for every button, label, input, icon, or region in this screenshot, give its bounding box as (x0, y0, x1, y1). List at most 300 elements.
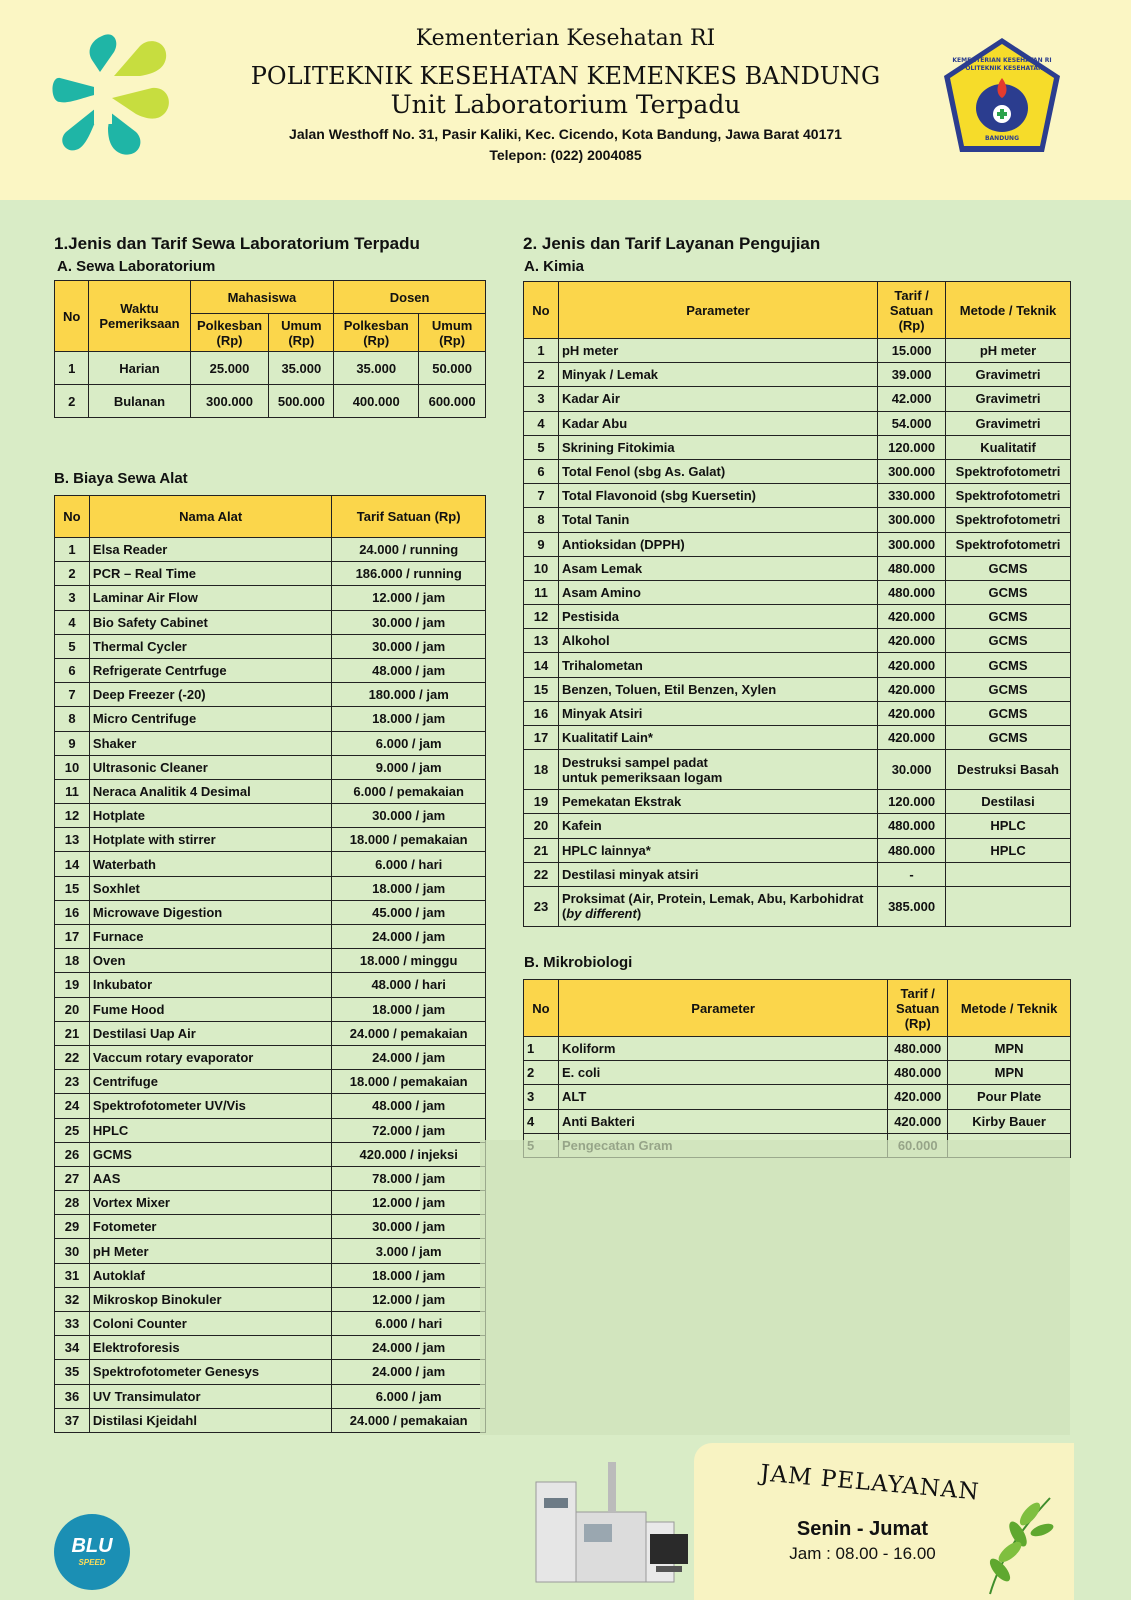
svg-text:BANDUNG: BANDUNG (984, 135, 1020, 142)
row-tarif: 180.000 / jam (332, 683, 486, 707)
row-metode: Destilasi (946, 790, 1071, 814)
row-no: 2 (524, 363, 559, 387)
table-row (55, 973, 486, 997)
table-row (524, 484, 1071, 508)
row-tarif: 300.000 (878, 459, 946, 483)
col-parameter: Parameter (558, 980, 887, 1037)
table-row (524, 862, 1071, 886)
row-tarif: 9.000 / jam (332, 755, 486, 779)
address: Jalan Westhoff No. 31, Pasir Kaliki, Kec. Cicendo, Kota Bandung, Jawa Barat 40171 (289, 126, 842, 142)
table-row (524, 532, 1071, 556)
col-m-umum: Umum (Rp) (269, 314, 334, 352)
row-metode: HPLC (946, 814, 1071, 838)
row-no: 2 (55, 562, 90, 586)
row-no: 7 (55, 683, 90, 707)
row-no: 5 (55, 634, 90, 658)
row-metode (946, 862, 1071, 886)
row-tarif: 420.000 (888, 1085, 948, 1109)
blu-logo-subtext: SPEED (78, 1558, 106, 1567)
table-row (55, 634, 486, 658)
row-m-polkesban: 300.000 (190, 385, 269, 418)
row-parameter (558, 484, 877, 508)
row-parameter (558, 363, 877, 387)
table-row (55, 876, 486, 900)
parameter-line-1: Minyak Atsiri (561, 705, 643, 721)
table-row (524, 838, 1071, 862)
table-row (55, 1021, 486, 1045)
table-row (524, 750, 1071, 790)
row-no: 9 (524, 532, 559, 556)
col-metode: Metode / Teknik (948, 980, 1071, 1037)
lab-rental-table (54, 280, 486, 418)
col-waktu: Waktu Pemeriksaan (89, 281, 190, 352)
parameter-line-1: Asam Amino (561, 584, 641, 600)
row-no: 16 (55, 900, 90, 924)
row-tarif: 18.000 / pemakaian (332, 1070, 486, 1094)
col-no: No (55, 496, 90, 538)
phone: Telepon: (022) 2004085 (489, 147, 642, 163)
row-tarif: 420.000 (878, 677, 946, 701)
table-row (55, 900, 486, 924)
table-row (524, 508, 1071, 532)
chemistry-title: A. Kimia (524, 258, 585, 275)
row-nama-alat: Centrifuge (89, 1070, 331, 1094)
table-row (55, 1142, 486, 1166)
table-row (524, 1037, 1071, 1061)
row-no: 6 (524, 459, 559, 483)
row-tarif: 39.000 (878, 363, 946, 387)
row-tarif: 15.000 (878, 339, 946, 363)
row-nama-alat: AAS (89, 1166, 331, 1190)
blu-logo-text: BLU (71, 1535, 113, 1557)
table-row (524, 363, 1071, 387)
row-parameter (558, 339, 877, 363)
row-parameter (558, 862, 877, 886)
col-nama-alat: Nama Alat (89, 496, 331, 538)
row-tarif: 18.000 / jam (332, 707, 486, 731)
row-nama-alat: Ultrasonic Cleaner (89, 755, 331, 779)
row-nama-alat: Hotplate with stirrer (89, 828, 331, 852)
row-no: 15 (524, 677, 559, 701)
row-metode: pH meter (946, 339, 1071, 363)
ministry-title: Kementerian Kesehatan RI (415, 26, 716, 51)
row-tarif: 480.000 (878, 556, 946, 580)
table-row (524, 459, 1071, 483)
row-no: 8 (55, 707, 90, 731)
row-tarif: 480.000 (878, 814, 946, 838)
row-nama-alat: Soxhlet (89, 876, 331, 900)
row-metode: GCMS (946, 556, 1071, 580)
row-no: 7 (524, 484, 559, 508)
table-row (55, 1384, 486, 1408)
header-wave (0, 170, 1131, 210)
table-row (55, 586, 486, 610)
table-row (524, 387, 1071, 411)
row-no: 11 (524, 580, 559, 604)
parameter-line-1: Total Tanin (561, 512, 630, 528)
row-nama-alat: Fotometer (89, 1215, 331, 1239)
parameter-line-2 (562, 906, 877, 921)
row-tarif: 30.000 / jam (332, 1215, 486, 1239)
row-nama-alat: Microwave Digestion (89, 900, 331, 924)
row-m-umum: 500.000 (269, 385, 334, 418)
row-tarif: 48.000 / hari (332, 973, 486, 997)
row-no: 14 (55, 852, 90, 876)
row-tarif: 186.000 / running (332, 562, 486, 586)
col-dosen: Dosen (334, 281, 486, 314)
table-row (524, 726, 1071, 750)
row-tarif: 18.000 / jam (332, 997, 486, 1021)
row-waktu: Harian (89, 352, 190, 385)
row-parameter (558, 629, 877, 653)
row-nama-alat: Deep Freezer (-20) (89, 683, 331, 707)
row-metode: GCMS (946, 629, 1071, 653)
row-no: 17 (524, 726, 559, 750)
institution-title: POLITEKNIK KESEHATAN KEMENKES BANDUNG (250, 62, 881, 90)
table-row (524, 701, 1071, 725)
row-tarif: 24.000 / jam (332, 1360, 486, 1384)
row-tarif: 12.000 / jam (332, 1287, 486, 1311)
row-nama-alat: Mikroskop Binokuler (89, 1287, 331, 1311)
row-metode: GCMS (946, 726, 1071, 750)
row-parameter (558, 838, 877, 862)
row-tarif: 420.000 (878, 653, 946, 677)
row-no: 23 (524, 886, 559, 926)
row-tarif: 18.000 / minggu (332, 949, 486, 973)
row-no: 28 (55, 1191, 90, 1215)
row-nama-alat: Micro Centrifuge (89, 707, 331, 731)
row-metode: MPN (948, 1037, 1071, 1061)
svg-text:KEMENTERIAN KESEHATAN RI: KEMENTERIAN KESEHATAN RI (952, 57, 1052, 64)
table-row (524, 886, 1071, 926)
row-waktu: Bulanan (89, 385, 190, 418)
row-no: 20 (524, 814, 559, 838)
unit-title: Unit Laboratorium Terpadu (390, 90, 741, 119)
table-row (55, 683, 486, 707)
row-metode: Spektrofotometri (946, 484, 1071, 508)
row-tarif: 120.000 (878, 435, 946, 459)
chemistry-table (523, 281, 1071, 927)
row-tarif: 12.000 / jam (332, 1191, 486, 1215)
row-tarif: 30.000 / jam (332, 804, 486, 828)
row-no: 35 (55, 1360, 90, 1384)
table-row (55, 1360, 486, 1384)
row-parameter (558, 435, 877, 459)
row-no: 24 (55, 1094, 90, 1118)
table-row (55, 755, 486, 779)
row-nama-alat: Laminar Air Flow (89, 586, 331, 610)
row-m-polkesban: 25.000 (190, 352, 269, 385)
row-no: 3 (55, 586, 90, 610)
row-nama-alat: Spektrofotometer Genesys (89, 1360, 331, 1384)
row-parameter (558, 605, 877, 629)
row-no: 27 (55, 1166, 90, 1190)
row-tarif: 300.000 (878, 532, 946, 556)
row-d-polkesban: 35.000 (334, 352, 419, 385)
table-row (55, 731, 486, 755)
table-row (524, 580, 1071, 604)
col-d-umum: Umum (Rp) (419, 314, 486, 352)
parameter-line-1: HPLC lainnya* (561, 842, 651, 858)
row-tarif: 120.000 (878, 790, 946, 814)
table-row (55, 385, 486, 418)
table-row (55, 1191, 486, 1215)
row-no: 4 (524, 411, 559, 435)
row-tarif: 30.000 (878, 750, 946, 790)
row-tarif: 18.000 / pemakaian (332, 828, 486, 852)
row-tarif: 300.000 (878, 508, 946, 532)
row-tarif: 6.000 / hari (332, 1312, 486, 1336)
row-tarif: 480.000 (888, 1061, 948, 1085)
row-tarif: 24.000 / jam (332, 925, 486, 949)
row-no: 13 (55, 828, 90, 852)
row-nama-alat: UV Transimulator (89, 1384, 331, 1408)
row-d-umum: 50.000 (419, 352, 486, 385)
row-metode (946, 886, 1071, 926)
row-metode: Spektrofotometri (946, 459, 1071, 483)
row-no: 1 (524, 1037, 559, 1061)
parameter-line-1: Kadar Air (561, 391, 620, 407)
col-tarif: Tarif / Satuan (Rp) (878, 282, 946, 339)
row-no: 4 (524, 1109, 559, 1133)
row-nama-alat: Vaccum rotary evaporator (89, 1045, 331, 1069)
row-d-umum: 600.000 (419, 385, 486, 418)
table-row (524, 556, 1071, 580)
row-tarif: 420.000 (878, 726, 946, 750)
row-parameter: Anti Bakteri (558, 1109, 887, 1133)
row-metode: Kualitatif (946, 435, 1071, 459)
row-nama-alat: Oven (89, 949, 331, 973)
row-tarif: 480.000 (878, 838, 946, 862)
microbiology-table (523, 979, 1071, 1158)
row-tarif: 24.000 / running (332, 538, 486, 562)
table-row (524, 1061, 1071, 1085)
row-parameter: ALT (558, 1085, 887, 1109)
row-metode: GCMS (946, 605, 1071, 629)
row-tarif: 480.000 (878, 580, 946, 604)
row-parameter (558, 508, 877, 532)
row-no: 6 (55, 658, 90, 682)
row-metode: GCMS (946, 653, 1071, 677)
section-2-title: 2. Jenis dan Tarif Layanan Pengujian (523, 234, 821, 253)
table-row (55, 925, 486, 949)
table-row (524, 1085, 1071, 1109)
row-tarif: 420.000 / injeksi (332, 1142, 486, 1166)
row-no: 33 (55, 1312, 90, 1336)
row-parameter (558, 701, 877, 725)
col-no: No (524, 980, 559, 1037)
row-nama-alat: Coloni Counter (89, 1312, 331, 1336)
row-tarif: 420.000 (878, 629, 946, 653)
row-no: 22 (524, 862, 559, 886)
row-no: 31 (55, 1263, 90, 1287)
row-no: 12 (55, 804, 90, 828)
parameter-line-1: Alkohol (561, 633, 610, 649)
table-row (524, 605, 1071, 629)
parameter-line-1: Benzen, Toluen, Etil Benzen, Xylen (561, 681, 777, 697)
parameter-line-1: Skrining Fitokimia (561, 439, 675, 455)
table-row (55, 1166, 486, 1190)
row-metode: Kirby Bauer (948, 1109, 1071, 1133)
row-no: 22 (55, 1045, 90, 1069)
paren-open: ( (561, 906, 567, 922)
row-no: 21 (55, 1021, 90, 1045)
row-parameter (558, 814, 877, 838)
row-metode: GCMS (946, 580, 1071, 604)
row-tarif: 385.000 (878, 886, 946, 926)
parameter-line-1: Total Fenol (sbg As. Galat) (561, 464, 726, 480)
parameter-line-1: Trihalometan (561, 657, 643, 673)
row-tarif: 420.000 (878, 605, 946, 629)
gcms-instrument-image (530, 1442, 690, 1592)
row-parameter (558, 726, 877, 750)
leaf-decoration (970, 1490, 1060, 1595)
building-photo-background (480, 1140, 1070, 1435)
microbiology-title: B. Mikrobiologi (524, 954, 633, 971)
row-no: 10 (55, 755, 90, 779)
col-tarif-satuan: Tarif Satuan (Rp) (332, 496, 486, 538)
table-row (524, 1109, 1071, 1133)
row-tarif: 330.000 (878, 484, 946, 508)
table-row (55, 538, 486, 562)
row-no: 32 (55, 1287, 90, 1311)
row-parameter (558, 556, 877, 580)
row-no: 23 (55, 1070, 90, 1094)
row-tarif: 30.000 / jam (332, 634, 486, 658)
row-no: 1 (55, 538, 90, 562)
row-nama-alat: Fume Hood (89, 997, 331, 1021)
table-row (524, 629, 1071, 653)
row-tarif: 6.000 / pemakaian (332, 779, 486, 803)
col-metode: Metode / Teknik (946, 282, 1071, 339)
row-no: 34 (55, 1336, 90, 1360)
table-row (55, 1312, 486, 1336)
table-row (55, 1045, 486, 1069)
row-parameter (558, 790, 877, 814)
row-metode: Gravimetri (946, 363, 1071, 387)
table-row (55, 997, 486, 1021)
tool-rental-table (54, 495, 486, 1433)
row-metode: Spektrofotometri (946, 532, 1071, 556)
row-metode: MPN (948, 1061, 1071, 1085)
row-nama-alat: Vortex Mixer (89, 1191, 331, 1215)
row-tarif: 45.000 / jam (332, 900, 486, 924)
row-tarif: 24.000 / jam (332, 1045, 486, 1069)
row-parameter (558, 886, 877, 926)
parameter-line-1: Total Flavonoid (sbg Kuersetin) (561, 488, 756, 504)
row-tarif: 480.000 (888, 1037, 948, 1061)
row-no: 2 (524, 1061, 559, 1085)
chemistry-rows (524, 339, 1071, 927)
table-row (55, 352, 486, 385)
parameter-line-1: Kadar Abu (561, 415, 628, 431)
row-tarif: 3.000 / jam (332, 1239, 486, 1263)
parameter-line-2: untuk pemeriksaan logam (561, 769, 723, 785)
row-no: 36 (55, 1384, 90, 1408)
parameter-line-1: Kafein (561, 818, 602, 834)
row-no: 1 (55, 352, 89, 385)
row-metode: Gravimetri (946, 387, 1071, 411)
service-hours: Jam : 08.00 - 16.00 (789, 1544, 936, 1563)
row-no: 9 (55, 731, 90, 755)
row-tarif: 24.000 / pemakaian (332, 1021, 486, 1045)
table-row (55, 828, 486, 852)
col-d-polkesban: Polkesban (Rp) (334, 314, 419, 352)
row-nama-alat: Neraca Analitik 4 Desimal (89, 779, 331, 803)
row-no: 3 (524, 1085, 559, 1109)
row-nama-alat: Elsa Reader (89, 538, 331, 562)
row-nama-alat: Spektrofotometer UV/Vis (89, 1094, 331, 1118)
table-row (524, 339, 1071, 363)
row-parameter: E. coli (558, 1061, 887, 1085)
parameter-line-1: Kualitatif Lain* (561, 730, 653, 746)
row-no: 8 (524, 508, 559, 532)
row-parameter (558, 653, 877, 677)
row-m-umum: 35.000 (269, 352, 334, 385)
row-metode: GCMS (946, 701, 1071, 725)
parameter-line-1: Proksimat (Air, Protein, Lemak, Abu, Karbohidrat (561, 891, 864, 907)
table-row (55, 1263, 486, 1287)
row-tarif: 6.000 / jam (332, 731, 486, 755)
row-parameter (558, 677, 877, 701)
lab-rental-title: A. Sewa Laboratorium (57, 258, 216, 275)
table-row (55, 779, 486, 803)
table-row (55, 707, 486, 731)
row-metode: Gravimetri (946, 411, 1071, 435)
row-tarif: 48.000 / jam (332, 1094, 486, 1118)
row-no: 19 (524, 790, 559, 814)
row-no: 1 (524, 339, 559, 363)
row-parameter (558, 387, 877, 411)
row-tarif: 54.000 (878, 411, 946, 435)
row-no: 15 (55, 876, 90, 900)
row-no: 20 (55, 997, 90, 1021)
row-tarif: - (878, 862, 946, 886)
lab-rental-rows (55, 352, 486, 418)
row-no: 19 (55, 973, 90, 997)
parameter-line-1: Destruksi sampel padat (561, 754, 708, 770)
row-metode: HPLC (946, 838, 1071, 862)
table-row (55, 1287, 486, 1311)
row-no: 30 (55, 1239, 90, 1263)
parameter-line-1: Pemekatan Ekstrak (561, 794, 682, 810)
row-no: 26 (55, 1142, 90, 1166)
table-row (55, 1336, 486, 1360)
row-no: 4 (55, 610, 90, 634)
row-metode: Pour Plate (948, 1085, 1071, 1109)
row-no: 2 (55, 385, 89, 418)
parameter-line-1: Antioksidan (DPPH) (561, 536, 685, 552)
row-tarif: 42.000 (878, 387, 946, 411)
table-row (524, 411, 1071, 435)
svg-text:POLITEKNIK KESEHATAN: POLITEKNIK KESEHATAN (960, 65, 1044, 72)
table-row (55, 1215, 486, 1239)
row-nama-alat: pH Meter (89, 1239, 331, 1263)
table-row (524, 653, 1071, 677)
tool-rental-title: B. Biaya Sewa Alat (54, 470, 188, 487)
row-no: 11 (55, 779, 90, 803)
table-row (524, 677, 1071, 701)
row-parameter (558, 580, 877, 604)
row-tarif: 24.000 / jam (332, 1336, 486, 1360)
table-row (524, 790, 1071, 814)
row-parameter (558, 459, 877, 483)
row-parameter (558, 750, 877, 790)
row-parameter: Koliform (558, 1037, 887, 1061)
col-mahasiswa: Mahasiswa (190, 281, 334, 314)
row-tarif: 30.000 / jam (332, 610, 486, 634)
row-no: 12 (524, 605, 559, 629)
